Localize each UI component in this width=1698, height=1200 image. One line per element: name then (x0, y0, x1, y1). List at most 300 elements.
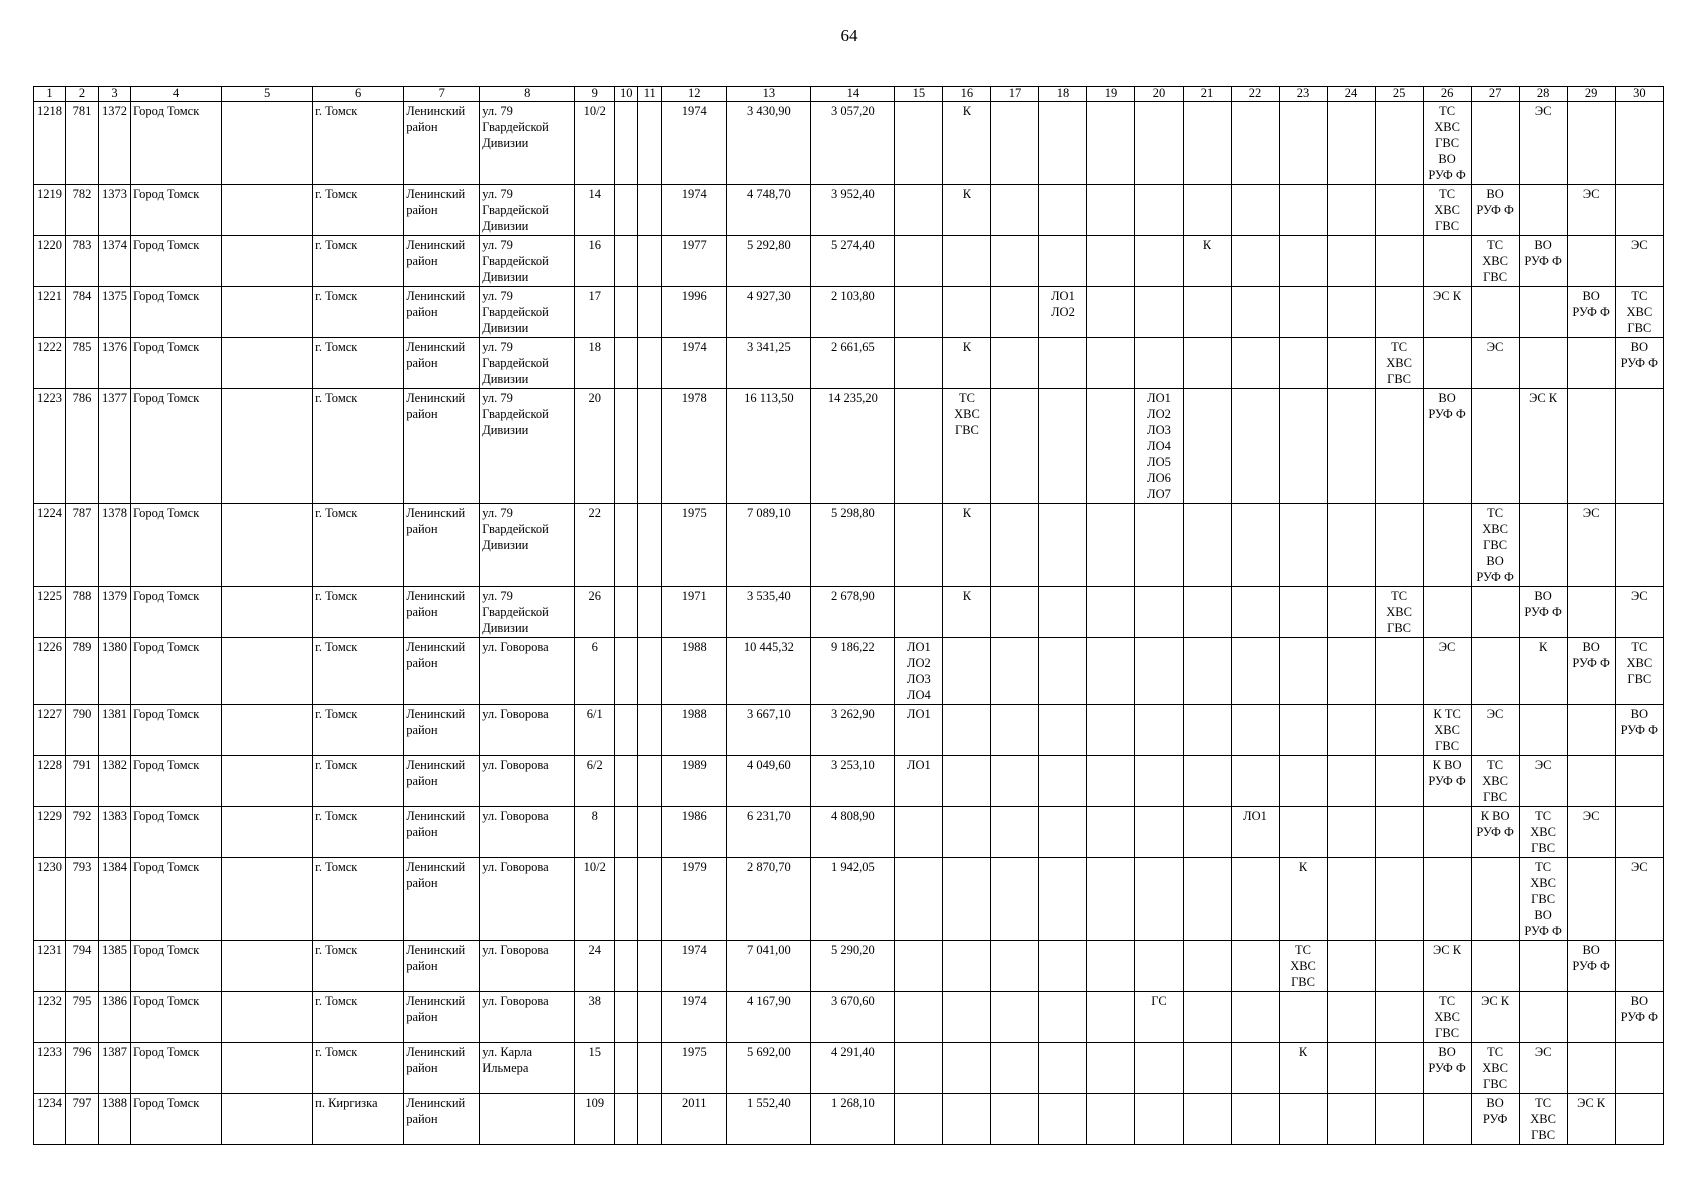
table-cell (1567, 587, 1615, 638)
table-cell (222, 504, 313, 587)
table-cell (895, 807, 943, 858)
table-row (34, 587, 1664, 638)
table-cell: ВО РУФ (1471, 1094, 1519, 1145)
table-cell (1471, 102, 1519, 185)
table-cell: ул. 79 Гвардейской Дивизии (480, 102, 575, 185)
table-cell: ЭС (1567, 185, 1615, 236)
table-cell (1567, 236, 1615, 287)
table-cell (1135, 858, 1183, 941)
table-cell: г. Томск (313, 858, 404, 941)
table-cell (1279, 185, 1327, 236)
table-cell (1327, 338, 1375, 389)
table-cell (1087, 587, 1135, 638)
table-cell: 8 (575, 807, 615, 858)
column-header: 7 (404, 87, 480, 102)
table-cell: 1374 (99, 236, 131, 287)
table-cell (991, 338, 1039, 389)
table-row (34, 807, 1664, 858)
table-cell: ул. 79 Гвардейской Дивизии (480, 236, 575, 287)
table-cell (615, 287, 638, 338)
table-cell: ВО РУФ Ф (1615, 338, 1663, 389)
table-cell: ТС ХВС ГВС ВО РУФ Ф (1471, 504, 1519, 587)
table-cell (1183, 287, 1231, 338)
table-cell (1231, 1043, 1279, 1094)
table-cell (1135, 185, 1183, 236)
table-cell (1279, 992, 1327, 1043)
table-cell: 793 (66, 858, 99, 941)
column-header: 16 (943, 87, 991, 102)
table-cell (943, 992, 991, 1043)
table-cell (991, 389, 1039, 504)
table-cell (1423, 858, 1471, 941)
table-cell (1087, 102, 1135, 185)
table-cell (1135, 236, 1183, 287)
table-cell (943, 638, 991, 705)
table-cell: Ленинский район (404, 858, 480, 941)
table-cell: К ТС ХВС ГВС (1423, 705, 1471, 756)
table-row (34, 185, 1664, 236)
table-cell: г. Томск (313, 705, 404, 756)
table-cell: ЭС (1615, 236, 1663, 287)
table-cell: Ленинский район (404, 756, 480, 807)
table-cell: 7 089,10 (727, 504, 811, 587)
table-cell: ЛО1 (895, 705, 943, 756)
column-header: 11 (638, 87, 662, 102)
table-cell (1615, 185, 1663, 236)
table-cell: 4 049,60 (727, 756, 811, 807)
table-cell (943, 807, 991, 858)
table-cell: 792 (66, 807, 99, 858)
table-cell: 5 290,20 (811, 941, 895, 992)
table-cell: ЭС (1471, 338, 1519, 389)
table-cell (895, 1094, 943, 1145)
table-cell: 10/2 (575, 858, 615, 941)
table-cell: ВО РУФ Ф (1423, 1043, 1471, 1094)
column-header: 5 (222, 87, 313, 102)
table-cell: 1228 (34, 756, 66, 807)
table-cell (222, 587, 313, 638)
table-cell: г. Томск (313, 185, 404, 236)
table-cell: Ленинский район (404, 236, 480, 287)
table-cell: 1382 (99, 756, 131, 807)
table-cell: 6 (575, 638, 615, 705)
table-cell: 7 041,00 (727, 941, 811, 992)
table-cell: Ленинский район (404, 504, 480, 587)
page-number: 64 (840, 26, 858, 45)
table-cell (1375, 1094, 1423, 1145)
table-cell (1231, 705, 1279, 756)
table-cell (943, 705, 991, 756)
table-cell (1183, 1094, 1231, 1145)
table-cell (1615, 756, 1663, 807)
table-cell: Ленинский район (404, 102, 480, 185)
table-cell: 3 057,20 (811, 102, 895, 185)
table-cell: Ленинский район (404, 638, 480, 705)
table-cell (1087, 389, 1135, 504)
table-cell (1615, 941, 1663, 992)
column-header: 18 (1039, 87, 1087, 102)
table-cell (1279, 102, 1327, 185)
table-cell (1231, 858, 1279, 941)
table-cell: Ленинский район (404, 992, 480, 1043)
table-cell: 796 (66, 1043, 99, 1094)
table-cell: 1233 (34, 1043, 66, 1094)
table-row (34, 504, 1664, 587)
table-cell: г. Томск (313, 587, 404, 638)
table-cell: 3 670,60 (811, 992, 895, 1043)
table-cell (1183, 992, 1231, 1043)
table-row (34, 941, 1664, 992)
table-cell (1039, 992, 1087, 1043)
table-cell: 3 262,90 (811, 705, 895, 756)
table-cell (1039, 338, 1087, 389)
table-cell: Город Томск (131, 338, 222, 389)
table-cell (638, 338, 662, 389)
table-cell: 1218 (34, 102, 66, 185)
table-cell: ТС ХВС ГВС (1519, 1094, 1567, 1145)
table-cell (638, 941, 662, 992)
table-cell (1087, 941, 1135, 992)
table-cell (1183, 504, 1231, 587)
table-cell (1039, 638, 1087, 705)
table-cell: 794 (66, 941, 99, 992)
table-cell (1375, 236, 1423, 287)
table-cell: 1385 (99, 941, 131, 992)
table-cell: 1375 (99, 287, 131, 338)
table-cell (638, 705, 662, 756)
column-header: 22 (1231, 87, 1279, 102)
table-cell: 1222 (34, 338, 66, 389)
column-header: 19 (1087, 87, 1135, 102)
table-cell (1423, 1094, 1471, 1145)
table-cell: г. Томск (313, 102, 404, 185)
table-cell (1375, 858, 1423, 941)
table-cell: 26 (575, 587, 615, 638)
table-cell (638, 807, 662, 858)
column-header: 12 (662, 87, 727, 102)
table-cell: 1383 (99, 807, 131, 858)
table-cell (1567, 389, 1615, 504)
table-cell: 1227 (34, 705, 66, 756)
column-header: 17 (991, 87, 1039, 102)
table-cell (1327, 1094, 1375, 1145)
table-cell (1471, 287, 1519, 338)
column-header: 10 (615, 87, 638, 102)
table-cell (222, 338, 313, 389)
table-cell (222, 185, 313, 236)
table-cell: К (1183, 236, 1231, 287)
table-cell: Город Томск (131, 807, 222, 858)
table-row (34, 1094, 1664, 1145)
table-cell: ул. Говорова (480, 992, 575, 1043)
table-cell (943, 1094, 991, 1145)
table-cell: 5 692,00 (727, 1043, 811, 1094)
table-cell: 16 113,50 (727, 389, 811, 504)
table-cell (1567, 992, 1615, 1043)
table-cell: ул. 79 Гвардейской Дивизии (480, 587, 575, 638)
table-cell (1039, 1094, 1087, 1145)
table-cell (1135, 1094, 1183, 1145)
table-cell (895, 236, 943, 287)
table-cell (895, 389, 943, 504)
table-cell: ВО РУФ Ф (1471, 185, 1519, 236)
table-cell (1231, 638, 1279, 705)
table-cell: 2 661,65 (811, 338, 895, 389)
table-cell (615, 504, 638, 587)
table-cell (638, 102, 662, 185)
table-cell: ЛО1 ЛО2 (1039, 287, 1087, 338)
table-cell (895, 941, 943, 992)
table-cell (1231, 756, 1279, 807)
table-cell (1231, 102, 1279, 185)
table-cell: 1381 (99, 705, 131, 756)
table-cell: ЭС К (1471, 992, 1519, 1043)
column-header: 30 (1615, 87, 1663, 102)
table-cell (1231, 236, 1279, 287)
table-cell (1183, 587, 1231, 638)
table-cell (638, 756, 662, 807)
table-cell (943, 1043, 991, 1094)
table-cell (1375, 389, 1423, 504)
table-cell: ЭС (1423, 638, 1471, 705)
table-cell (1039, 1043, 1087, 1094)
table-cell: ТС ХВС ГВС (1615, 287, 1663, 338)
column-header: 6 (313, 87, 404, 102)
table-cell (615, 705, 638, 756)
table-cell (1567, 102, 1615, 185)
table-cell (1087, 1043, 1135, 1094)
table-cell: 1373 (99, 185, 131, 236)
table-cell: 783 (66, 236, 99, 287)
table-cell: 790 (66, 705, 99, 756)
table-cell: 22 (575, 504, 615, 587)
table-cell (222, 756, 313, 807)
table-cell (222, 638, 313, 705)
table-cell: 795 (66, 992, 99, 1043)
table-cell (1567, 338, 1615, 389)
column-header: 29 (1567, 87, 1615, 102)
table-cell: 3 535,40 (727, 587, 811, 638)
column-header: 20 (1135, 87, 1183, 102)
table-cell: 1221 (34, 287, 66, 338)
table-cell: 3 667,10 (727, 705, 811, 756)
table-cell: Город Томск (131, 1094, 222, 1145)
table-cell: Город Томск (131, 102, 222, 185)
table-cell (1375, 102, 1423, 185)
table-cell: Ленинский район (404, 389, 480, 504)
table-cell: 1372 (99, 102, 131, 185)
table-cell (1135, 338, 1183, 389)
table-cell: ул. Карла Ильмера (480, 1043, 575, 1094)
table-cell (895, 858, 943, 941)
table-cell: ЭС (1519, 102, 1567, 185)
table-cell: 1979 (662, 858, 727, 941)
table-cell: г. Томск (313, 638, 404, 705)
table-cell (991, 236, 1039, 287)
table-cell: 1230 (34, 858, 66, 941)
table-cell (1327, 858, 1375, 941)
table-row (34, 236, 1664, 287)
table-cell (991, 992, 1039, 1043)
table-cell (895, 992, 943, 1043)
table-cell (1375, 756, 1423, 807)
table-cell: 24 (575, 941, 615, 992)
table-cell: К (943, 587, 991, 638)
table-cell (615, 992, 638, 1043)
table-cell: ВО РУФ Ф (1423, 389, 1471, 504)
table-cell (1039, 236, 1087, 287)
table-cell: ВО РУФ Ф (1615, 705, 1663, 756)
table-cell: 5 292,80 (727, 236, 811, 287)
table-cell: ЛО1 ЛО2 ЛО3 ЛО4 ЛО5 ЛО6 ЛО7 (1135, 389, 1183, 504)
table-cell (1327, 941, 1375, 992)
table-cell (1375, 941, 1423, 992)
table-cell (222, 992, 313, 1043)
table-cell: 1996 (662, 287, 727, 338)
table-cell: 1387 (99, 1043, 131, 1094)
table-cell: 1386 (99, 992, 131, 1043)
table-cell (1279, 389, 1327, 504)
table-cell (895, 102, 943, 185)
table-cell: 1975 (662, 504, 727, 587)
table-cell (1135, 756, 1183, 807)
table-cell (1471, 587, 1519, 638)
table-cell: ул. 79 Гвардейской Дивизии (480, 389, 575, 504)
table-cell: 4 927,30 (727, 287, 811, 338)
table-cell: ул. Говорова (480, 858, 575, 941)
table-cell: 797 (66, 1094, 99, 1145)
table-cell: 1378 (99, 504, 131, 587)
table-cell (1135, 705, 1183, 756)
table-cell: г. Томск (313, 992, 404, 1043)
table-cell (1615, 389, 1663, 504)
table-cell: ТС ХВС ГВС (1423, 185, 1471, 236)
table-cell: ЛО1 ЛО2 ЛО3 ЛО4 (895, 638, 943, 705)
table-cell: 6/1 (575, 705, 615, 756)
table-cell (1135, 807, 1183, 858)
table-cell (638, 858, 662, 941)
table-cell: ЭС (1615, 858, 1663, 941)
table-cell (1039, 504, 1087, 587)
table-cell (943, 858, 991, 941)
table-cell (1279, 638, 1327, 705)
table-cell (1375, 992, 1423, 1043)
table-cell (615, 389, 638, 504)
table-cell (1135, 638, 1183, 705)
table-cell (1231, 1094, 1279, 1145)
table-cell: 1986 (662, 807, 727, 858)
table-cell: 1974 (662, 102, 727, 185)
column-header: 4 (131, 87, 222, 102)
table-cell: 2011 (662, 1094, 727, 1145)
column-header: 3 (99, 87, 131, 102)
table-cell: 109 (575, 1094, 615, 1145)
table-cell: 1 268,10 (811, 1094, 895, 1145)
table-cell: 1 552,40 (727, 1094, 811, 1145)
table-cell: ЭС К (1567, 1094, 1615, 1145)
table-cell (1183, 941, 1231, 992)
table-cell (1183, 185, 1231, 236)
table-cell (1471, 941, 1519, 992)
table-cell (1231, 504, 1279, 587)
table-cell (1231, 941, 1279, 992)
table-cell: К (1519, 638, 1567, 705)
table-cell (1327, 705, 1375, 756)
table-cell (1375, 638, 1423, 705)
table-cell (1423, 807, 1471, 858)
table-cell (1135, 1043, 1183, 1094)
table-cell (1231, 338, 1279, 389)
table-cell (615, 756, 638, 807)
table-cell (638, 287, 662, 338)
table-cell (1519, 185, 1567, 236)
table-cell (1231, 389, 1279, 504)
table-cell: ТС ХВС ГВС (1423, 992, 1471, 1043)
table-cell: 18 (575, 338, 615, 389)
table-cell: 15 (575, 1043, 615, 1094)
table-cell: 782 (66, 185, 99, 236)
table-cell (1567, 1043, 1615, 1094)
table-cell: г. Томск (313, 338, 404, 389)
table-cell (895, 338, 943, 389)
table-cell: ул. 79 Гвардейской Дивизии (480, 287, 575, 338)
table-cell: 1376 (99, 338, 131, 389)
table-cell: 16 (575, 236, 615, 287)
table-cell (1327, 504, 1375, 587)
table-cell (1615, 807, 1663, 858)
table-cell (222, 858, 313, 941)
table-cell (1327, 638, 1375, 705)
table-cell: Ленинский район (404, 941, 480, 992)
table-cell: 1384 (99, 858, 131, 941)
table-cell (1423, 236, 1471, 287)
table-cell (1087, 338, 1135, 389)
table-cell: 1224 (34, 504, 66, 587)
table-cell: ВО РУФ Ф (1567, 287, 1615, 338)
table-cell: ЭС (1567, 504, 1615, 587)
table-row (34, 705, 1664, 756)
table-cell: 6/2 (575, 756, 615, 807)
table-cell: г. Томск (313, 941, 404, 992)
table-cell (638, 504, 662, 587)
table-cell: ТС ХВС ГВС (943, 389, 991, 504)
column-header: 9 (575, 87, 615, 102)
table-cell (991, 1094, 1039, 1145)
table-cell (1519, 504, 1567, 587)
table-cell (1087, 756, 1135, 807)
table-cell (1327, 236, 1375, 287)
table-cell (1087, 807, 1135, 858)
table-cell: Ленинский район (404, 185, 480, 236)
table-cell: К (1279, 858, 1327, 941)
table-cell (1183, 389, 1231, 504)
table-cell: г. Томск (313, 287, 404, 338)
table-cell: 1229 (34, 807, 66, 858)
table-cell: 1379 (99, 587, 131, 638)
table-cell: 1977 (662, 236, 727, 287)
table-row (34, 102, 1664, 185)
table-cell: 789 (66, 638, 99, 705)
table-cell (991, 858, 1039, 941)
table-cell (222, 705, 313, 756)
table-cell: ул. Говорова (480, 807, 575, 858)
table-cell: 785 (66, 338, 99, 389)
table-cell: ТС ХВС ГВС ВО РУФ Ф (1519, 858, 1567, 941)
table-cell (1279, 236, 1327, 287)
table-cell (1327, 287, 1375, 338)
table-cell (615, 1094, 638, 1145)
table-cell (1423, 504, 1471, 587)
